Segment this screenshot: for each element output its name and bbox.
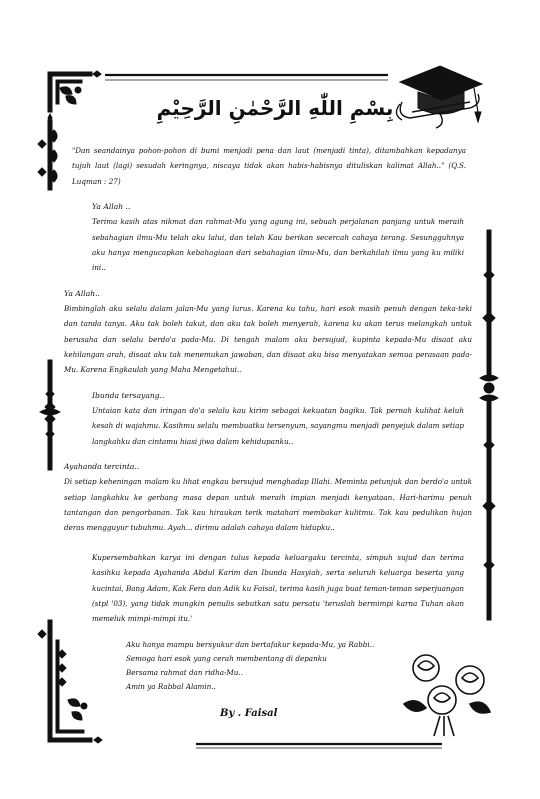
section-dedication [64, 550, 472, 627]
section-text: Bimbinglah aku selalu dalam jalan-Mu yang lurus. Karena ku tahu, hari esok masih penuh dengan teka-teki dan tanda tanya. Aku tak boleh takut, dan aku tak boleh menyerah, karena ku akan terus melangkah untuk berusaha dan selalu berdo'a pada-Mu. Di tengah malam aku bersujud, kupinta kepada-Mu disaat aku kehilangan arah, disaat aku tak menemukan jawaban, dan disaat aku bisa menyatakan semua perasaan pada-Mu. Karena Engkaulah yang Maha Mengetahui.. [64, 303, 472, 375]
closing-line: Amin ya Rabbal Alamin.. [126, 682, 216, 692]
section-text: Untaian kata dan iringan do'a selalu kau kirim sebagai kekuatan bagiku. Tak pernah kulihat keluh kesah di wajahmu. Kasihmu selalu membuatku tersenyum, sayangmu menjadi penyejuk dalam setiap langkahku dan cintamu hiasi jiwa dalam kehidupanku.. [92, 405, 464, 446]
closing-line: Aku hanya mampu bersyukur dan bertafakur kepada-Mu, ya Rabbi.. [126, 639, 375, 649]
section-text: Terima kasih atas nikmat dan rahmat-Mu yang agung ini, sebuah perjalanan panjang untuk meraih sebahagian ilmu-Mu telah aku lalui, dan telah Kau berikan secercah cahaya terang. Sesungguhnya aku hanya mengucapkan kebahagiaan dari sebahagian ilmu-Mu, dan berkahilah ilmu yang ku miliki ini.. [92, 217, 464, 273]
right-border-ornament [480, 230, 498, 620]
section-heading: Ibunda tersayang.. [92, 390, 165, 400]
left-border-ornament [40, 360, 60, 470]
section-prayer-1 [64, 200, 472, 276]
dedication-body [64, 143, 472, 695]
graduation-cap-icon [400, 66, 482, 122]
section-text: Kupersembahkan karya ini dengan tulus kepada keluargaku tercinta, simpuh sujud dan terima kasihku kepada Ayahanda Abdul Karim dan Ibunda Hasyiah, serta seluruh keluarga beserta yang kucintai, Bang Adam, Kak Fera dan Adik ku Faisal, terima kasih juga buat teman-teman seperjuangan (stpl '03), yang tidak mungkin penulis sebutkan satu persatu 'teruslah bermimpi karna Tuhan akan memeluk mimpi-mimpi itu.' [92, 552, 464, 624]
section-heading: Ya Allah.. [64, 288, 100, 298]
section-prayer-2 [64, 287, 472, 378]
section-heading: Ayahanda tercinta.. [64, 462, 140, 472]
bismillah-calligraphy: بِسْمِ اللّٰهِ الرَّحْمٰنِ الرَّحِيْمِ [156, 96, 394, 120]
closing-line: Bersama rahmat dan ridha-Mu.. [126, 668, 243, 678]
section-father [64, 460, 472, 536]
closing-line: Semoga hari esok yang cerah membentang di depanku [126, 653, 327, 663]
top-rule [105, 75, 388, 80]
bottom-rule [196, 744, 442, 748]
section-heading: Ya Allah .. [92, 202, 131, 212]
quran-quote: "Dan seandainya pohon-pohon di bumi menjadi pena dan laut (menjadi tinta), ditambahkan kepadanya tujuh laut (lagi) sesudah keringnya, niscaya tidak akan habis-habisnya dituliskan kalimat Allah.." (Q.S. Luqman : 27) [72, 146, 466, 186]
signature: By . Faisal [220, 708, 278, 719]
section-text: Di setiap keheningan malam ku lihat engkau bersujud menghadap Illahi. Meminta petunjuk dan berdo'a untuk setiap langkahku ke gerbang masa depan untuk meraih impian menjadi kenyataan. Hari-harimu penuh tantangan dan pengorbanan. Tak kau hiraukan terik matahari membakar kulitmu. Tak kau pedulikan hujan deras mengguyur tubuhmu. Ayah... dirimu adalah cahaya dalam hidupku.. [64, 477, 472, 533]
closing-prayer [64, 638, 472, 695]
section-mother [64, 389, 472, 449]
